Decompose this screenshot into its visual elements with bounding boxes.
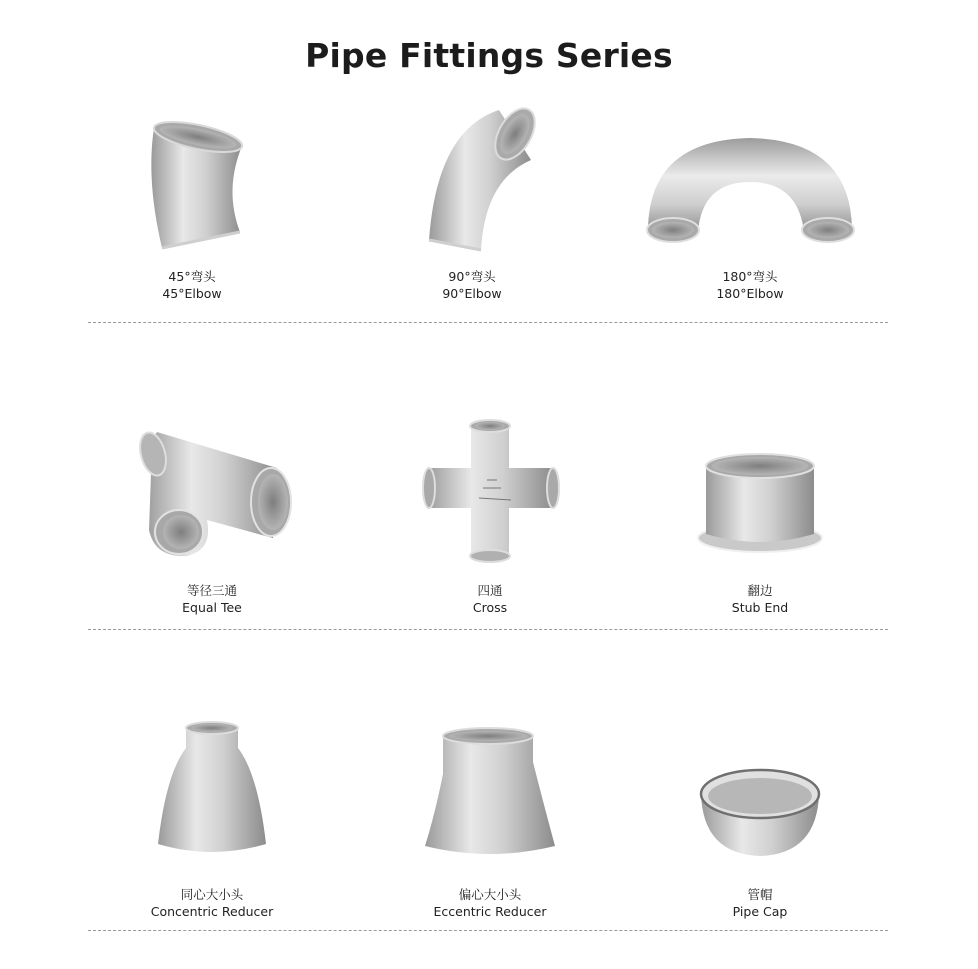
elbow-45-icon (52, 100, 332, 256)
fitting-caption (52, 268, 332, 302)
fitting-caption (620, 582, 900, 616)
stub-end-icon (620, 410, 900, 570)
section-divider (88, 629, 888, 630)
fitting-name-en: Eccentric Reducer (433, 904, 547, 919)
fitting-card-eccentric-reducer (350, 714, 630, 920)
fitting-name-en: Concentric Reducer (150, 904, 274, 919)
fitting-card-cross (350, 410, 630, 616)
fitting-name-en: 180°Elbow (716, 286, 784, 301)
fitting-name-en: 90°Elbow (442, 286, 502, 301)
fitting-name-en: Stub End (731, 600, 789, 615)
fitting-caption (72, 886, 352, 920)
elbow-90-icon (332, 100, 612, 256)
fitting-caption (620, 886, 900, 920)
fitting-card-concentric-reducer (72, 714, 352, 920)
fitting-name-en: Cross (472, 600, 508, 615)
fitting-name-cn: 90°弯头 (448, 269, 496, 284)
fitting-name-cn: 四通 (477, 583, 503, 598)
section-divider (88, 322, 888, 323)
fitting-caption (610, 268, 890, 302)
fitting-card-90-elbow (332, 100, 612, 302)
section-divider (88, 930, 888, 931)
fitting-name-cn: 管帽 (747, 887, 773, 902)
fitting-caption (350, 886, 630, 920)
fitting-caption (350, 582, 630, 616)
fitting-name-en: Pipe Cap (732, 904, 788, 919)
page-title: Pipe Fittings Series (305, 36, 673, 75)
concentric-reducer-icon (72, 714, 352, 874)
fitting-card-equal-tee (72, 410, 352, 616)
fitting-card-pipe-cap (620, 714, 900, 920)
fitting-name-cn: 偏心大小头 (458, 887, 522, 902)
fitting-caption (332, 268, 612, 302)
fitting-card-stub-end (620, 410, 900, 616)
cross-fitting-icon (350, 410, 630, 570)
fitting-name-cn: 翻边 (747, 583, 773, 598)
fitting-name-en: Equal Tee (182, 600, 242, 615)
fitting-name-cn: 同心大小头 (180, 887, 244, 902)
fitting-name-cn: 等径三通 (186, 583, 237, 598)
fitting-name-cn: 45°弯头 (168, 269, 216, 284)
elbow-180-icon (610, 100, 890, 256)
fitting-name-en: 45°Elbow (162, 286, 222, 301)
pipe-cap-icon (620, 714, 900, 874)
fitting-caption (72, 582, 352, 616)
eccentric-reducer-icon (350, 714, 630, 874)
fitting-card-45-elbow (52, 100, 332, 302)
fitting-name-cn: 180°弯头 (722, 269, 778, 284)
equal-tee-icon (72, 410, 352, 570)
fitting-card-180-elbow (610, 100, 890, 302)
